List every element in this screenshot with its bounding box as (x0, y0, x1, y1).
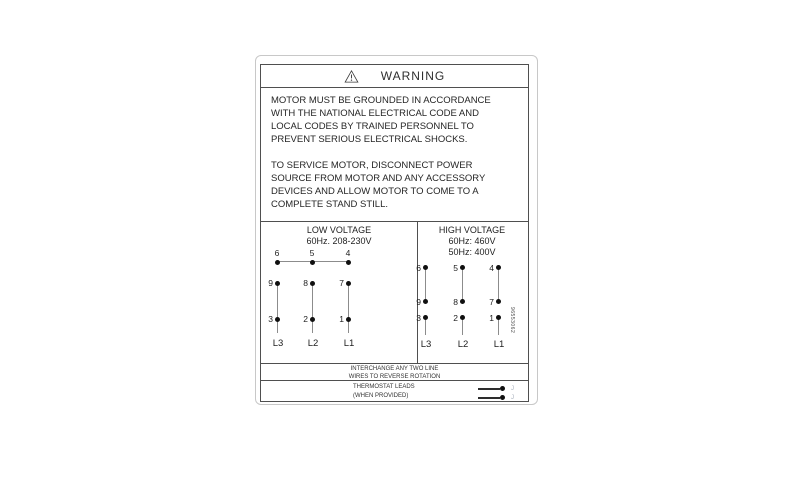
body-line: DEVICES AND ALLOW MOTOR TO COME TO A (271, 186, 479, 197)
body-line: MOTOR MUST BE GROUNDED IN ACCORDANCE (271, 95, 491, 106)
hv-terminal-number: 7 (489, 297, 494, 307)
hv-terminal-dot (460, 315, 465, 320)
warning-label (260, 64, 529, 402)
thermostat-note-line: (WHEN PROVIDED) (353, 393, 409, 399)
lv-terminal-dot (346, 260, 351, 265)
lv-terminal-dot (310, 281, 315, 286)
body-line: LOCAL CODES BY TRAINED PERSONNEL TO (271, 121, 474, 132)
hv-terminal-dot (423, 299, 428, 304)
hv-line-label: L3 (420, 339, 432, 350)
lv-terminal-dot (310, 317, 315, 322)
warning-title: WARNING (380, 69, 446, 83)
body-line: COMPLETE STAND STILL. (271, 199, 389, 210)
lv-terminal-number: 5 (309, 248, 315, 258)
high-voltage-subtitle-60: 60Hz: 460V (448, 236, 496, 246)
body-line: SOURCE FROM MOTOR AND ANY ACCESSORY (271, 173, 486, 184)
lead-wire (478, 397, 500, 399)
low-voltage-title (261, 225, 417, 247)
part-number: 96553062 (509, 307, 515, 334)
hv-terminal-number: 9 (416, 297, 421, 307)
lv-line-label: L2 (307, 338, 319, 349)
lv-terminal-number: 9 (268, 278, 273, 288)
hv-terminal-dot (423, 315, 428, 320)
lv-terminal-number: 6 (274, 248, 280, 258)
lv-terminal-dot (275, 281, 280, 286)
hv-terminal-dot (496, 315, 501, 320)
hv-wire-4-7 (498, 268, 499, 302)
lv-terminal-dot (346, 281, 351, 286)
hv-wire-6-9 (425, 268, 426, 302)
hv-terminal-dot (496, 299, 501, 304)
lv-wire-9-3 (277, 283, 278, 333)
hv-wire-2-L2 (462, 318, 463, 335)
hv-terminal-dot (496, 265, 501, 270)
hv-terminal-number: 8 (453, 297, 458, 307)
lv-terminal-number: 8 (303, 278, 308, 288)
hv-terminal-number: 6 (416, 263, 421, 273)
hv-wire-5-8 (462, 268, 463, 302)
lv-line-label: L1 (343, 338, 355, 349)
lv-terminal-dot (310, 260, 315, 265)
hv-line-label: L2 (457, 339, 469, 350)
thermostat-note-line: THERMOSTAT LEADS (353, 384, 415, 390)
lead-terminal-dot (500, 386, 505, 391)
low-voltage-subtitle: 60Hz. 208-230V (306, 236, 372, 246)
lv-terminal-number: 7 (339, 278, 344, 288)
high-voltage-title-line: HIGH VOLTAGE (438, 225, 506, 235)
warning-triangle-icon (344, 70, 359, 83)
hv-terminal-dot (460, 265, 465, 270)
rotation-note-line: INTERCHANGE ANY TWO LINE (350, 366, 439, 372)
thermostat-lead-symbol (478, 395, 514, 400)
low-voltage-title-line: LOW VOLTAGE (306, 225, 372, 235)
warning-header (261, 65, 528, 88)
high-voltage-subtitle-50: 50Hz: 400V (448, 247, 496, 257)
high-voltage-title (418, 225, 526, 258)
lv-terminal-dot (275, 317, 280, 322)
hv-wire-1-L1 (498, 318, 499, 335)
hv-terminal-number: 1 (489, 313, 494, 323)
lead-label: J (511, 385, 514, 392)
body-line: WITH THE NATIONAL ELECTRICAL CODE AND (271, 108, 479, 119)
lv-wire-7-1 (348, 283, 349, 333)
lv-terminal-dot (346, 317, 351, 322)
hv-terminal-number: 3 (416, 313, 421, 323)
lead-wire (478, 388, 500, 390)
lead-label: J (511, 394, 514, 401)
hv-terminal-dot (460, 299, 465, 304)
hv-terminal-number: 4 (489, 263, 494, 273)
rotation-note-line: WIRES TO REVERSE ROTATION (348, 373, 441, 380)
warning-body (271, 94, 521, 211)
lv-terminal-number: 2 (303, 314, 308, 324)
body-line: TO SERVICE MOTOR, DISCONNECT POWER (271, 160, 473, 171)
lv-terminal-number: 3 (268, 314, 273, 324)
hv-terminal-dot (423, 265, 428, 270)
rotation-note-row (261, 363, 528, 380)
hv-line-label: L1 (493, 339, 505, 350)
lead-terminal-dot (500, 395, 505, 400)
lv-line-label: L3 (272, 338, 284, 349)
lv-terminal-number: 4 (345, 248, 351, 258)
lv-wire-8-2 (312, 283, 313, 333)
thermostat-lead-symbol (478, 386, 514, 391)
hv-terminal-number: 2 (453, 313, 458, 323)
lv-terminal-dot (275, 260, 280, 265)
body-line: PREVENT SERIOUS ELECTRICAL SHOCKS. (271, 134, 468, 145)
lv-terminal-number: 1 (339, 314, 344, 324)
hv-wire-3-L3 (425, 318, 426, 335)
hv-terminal-number: 5 (453, 263, 458, 273)
